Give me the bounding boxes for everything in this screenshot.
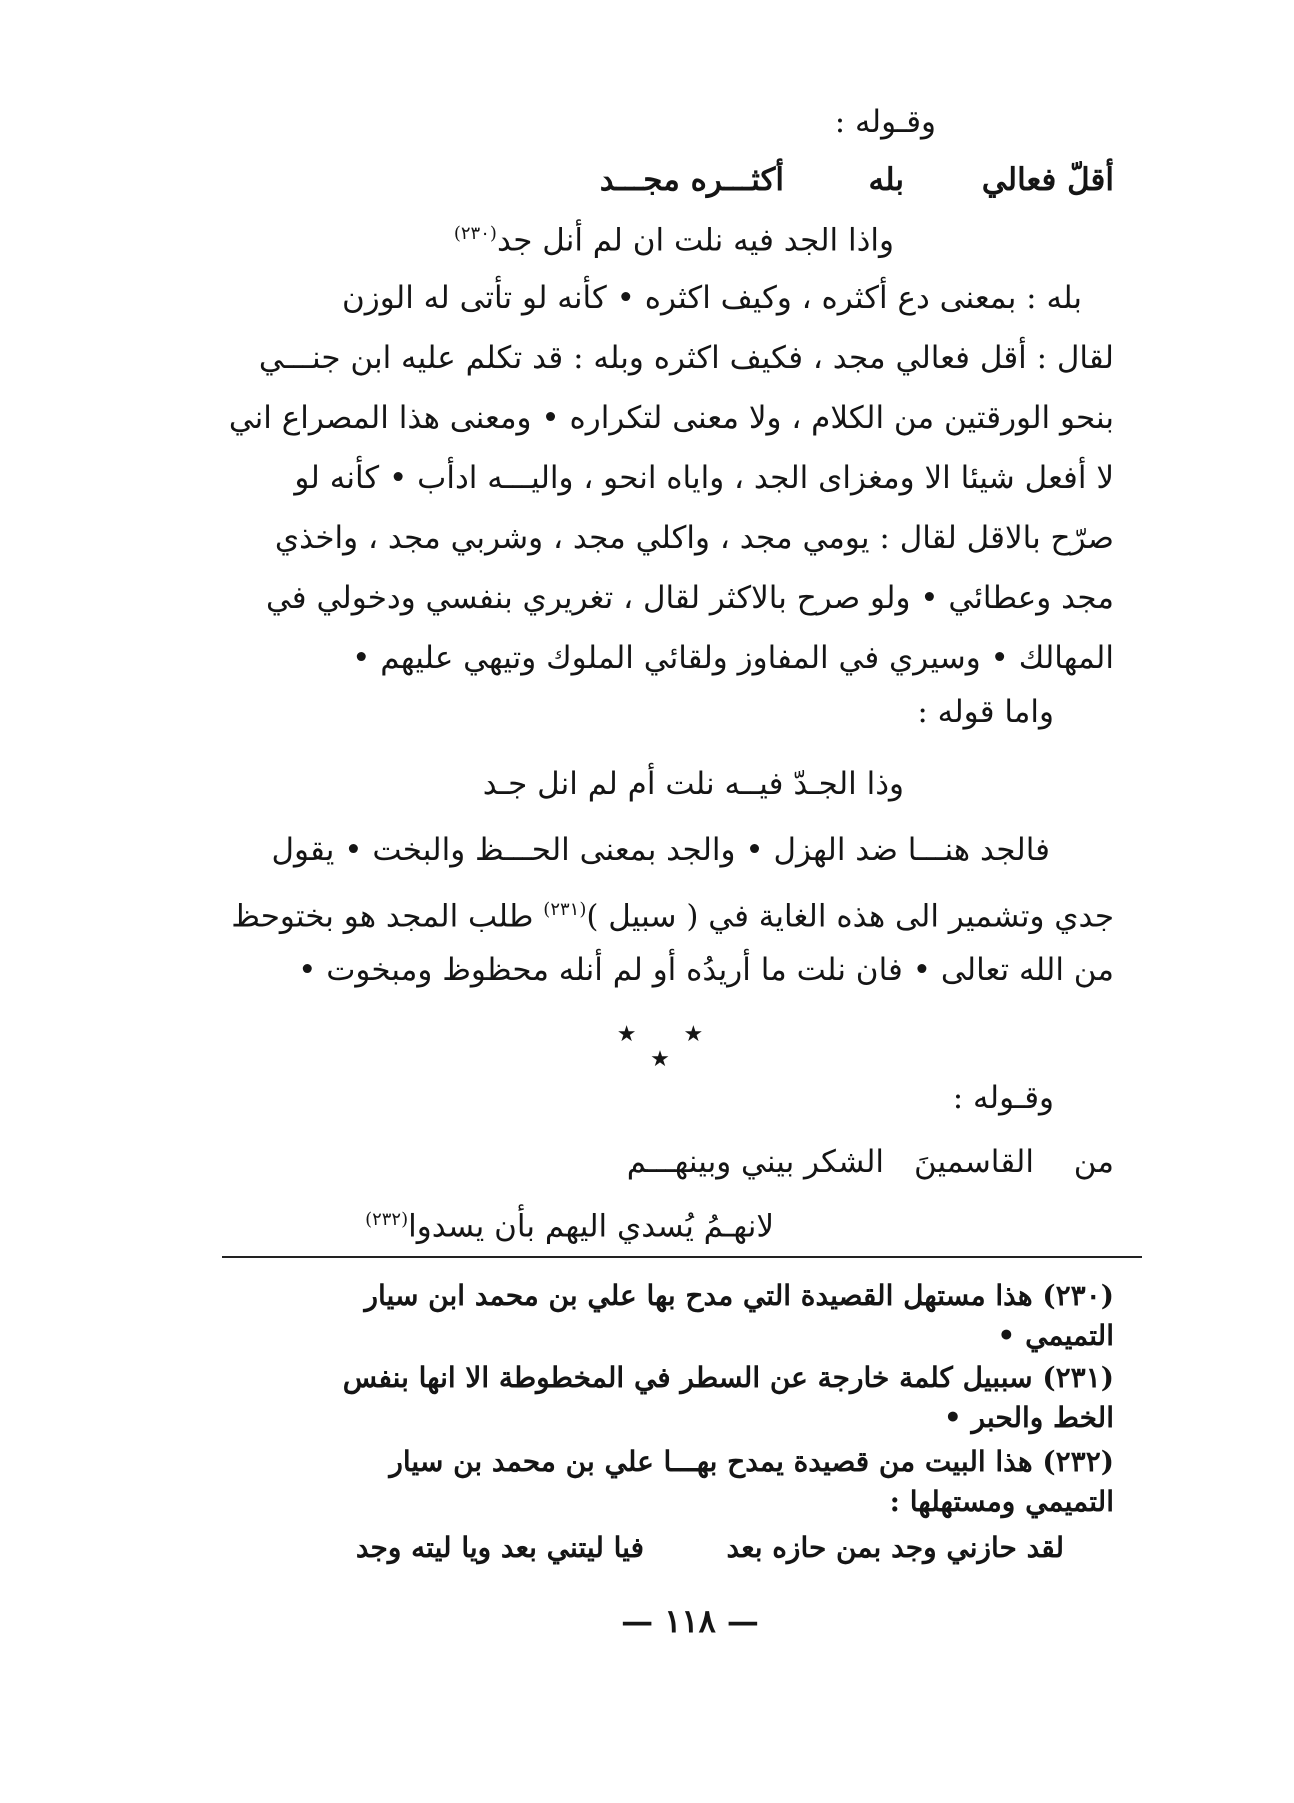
footnote-verse: لقد حازني وجد بمن حازه بعد: [726, 1531, 1064, 1564]
verse-text: واذا الجد فيه نلت ان لم أنل جد: [496, 222, 894, 259]
paragraph-line: [231, 890, 1114, 936]
paragraph-line: فالجد هنـــا ضد الهزل • والجد بمعنى الحـــظ والبخت • يقول: [271, 832, 1050, 868]
verse-line: أكثـــره مجـــد: [599, 162, 784, 198]
footnote-line: (٢٣٠) هذا مستهل القصيدة التي مدح بها علي بن محمد ابن سيار: [364, 1279, 1114, 1312]
footnote-line: (٢٣٢) هذا البيت من قصيدة يمدح بهـــا علي بن محمد بن سيار: [389, 1445, 1114, 1478]
footnote-line: (٢٣١) سببيل كلمة خارجة عن السطر في المخطوطة الا انها بنفس: [342, 1361, 1114, 1394]
verse-line: وذا الجـدّ فيــه نلت أم لم انل جـد: [482, 766, 904, 802]
paragraph-line: من الله تعالى • فان نلت ما أريدُه أو لم أنله محظوظ ومبخوت •: [298, 952, 1114, 988]
section-heading: وقـوله :: [952, 1080, 1054, 1116]
footnote-ref: (٢٣١): [543, 899, 587, 920]
section-heading: وقـوله :: [834, 104, 936, 140]
paragraph-text: جدي وتشمير الى هذه الغاية في ( سبيل ): [586, 898, 1114, 935]
verse-text: لانهـمُ يُسدي اليهم بأن يسدوا: [408, 1208, 774, 1245]
paragraph-text: طلب المجد هو بختوحظ: [231, 898, 544, 935]
verse-line: القاسمينَ: [913, 1144, 1034, 1180]
verse-line: بله: [868, 162, 904, 198]
page-number: — ١١٨ —: [621, 1602, 759, 1640]
paragraph-line: لا أفعل شيئا الا ومغزاى الجد ، واياه انحو ، واليـــه ادأب • كأنه لو: [294, 460, 1114, 496]
footnote-verse: فيا ليتني بعد ويا ليته وجد: [355, 1531, 644, 1564]
footnote-ref: (٢٣٠): [453, 223, 497, 244]
paragraph-line: المهالك • وسيري في المفاوز ولقائي الملوك وتيهي عليهم •: [352, 640, 1114, 676]
paragraph-line: مجد وعطائي • ولو صرح بالاكثر لقال ، تغريري بنفسي ودخولي في: [265, 580, 1114, 616]
paragraph-line: لقال : أقل فعالي مجد ، فكيف اكثره وبله : قد تكلم عليه ابن جنـــي: [258, 340, 1114, 376]
verse-line: [365, 1200, 774, 1246]
section-divider-stars: ★ ★ ★: [616, 1022, 724, 1072]
footnote-line: الخط والحبر •: [943, 1401, 1114, 1434]
verse-line: الشكر بيني وبينهـــم: [626, 1144, 884, 1180]
footnote-ref: (٢٣٢): [365, 1209, 409, 1230]
paragraph-line: بله : بمعنى دع أكثره ، وكيف اكثره • كأنه لو تأتى له الوزن: [342, 280, 1082, 316]
footnote-line: التميمي ومستهلها :: [889, 1485, 1114, 1518]
footnote-line: التميمي •: [997, 1319, 1114, 1352]
verse-line: [454, 214, 894, 260]
paragraph-line: بنحو الورقتين من الكلام ، ولا معنى لتكراره • ومعنى هذا المصراع اني: [228, 400, 1114, 436]
verse-line: أقلّ فعالي: [981, 162, 1114, 198]
section-heading: واما قوله :: [917, 694, 1054, 730]
paragraph-line: صرّح بالاقل لقال : يومي مجد ، واكلي مجد ، وشربي مجد ، واخذي: [274, 520, 1114, 556]
verse-line: من: [1073, 1144, 1114, 1180]
footnote-separator: [222, 1256, 1142, 1258]
